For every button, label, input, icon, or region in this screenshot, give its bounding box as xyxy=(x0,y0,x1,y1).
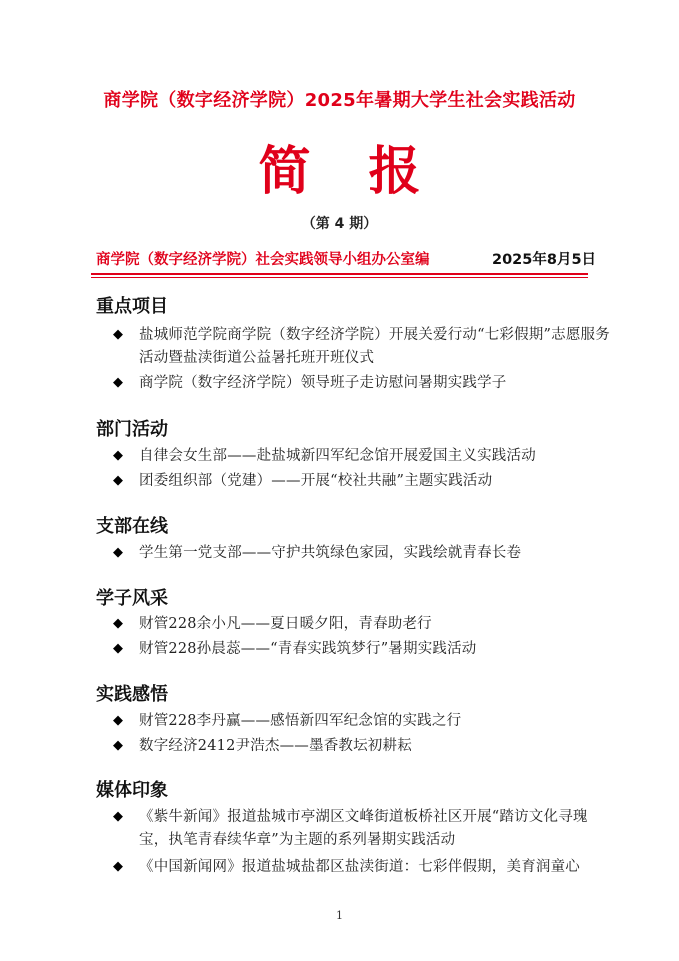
item-text: 学生第一党支部——守护共筑绿色家园，实践绘就青春长卷 xyxy=(139,545,522,561)
issue-number: （第 4 期） xyxy=(301,216,378,232)
item-text: 自律会女生部——赴盐城新四军纪念馆开展爱国主义实践活动 xyxy=(139,448,536,464)
editor-line: 商学院（数字经济学院）社会实践领导小组办公室编 xyxy=(96,252,430,268)
item-text: 财管228余小凡——夏日暖夕阳，青春助老行 xyxy=(139,616,432,632)
diamond-bullet-icon: ◆ xyxy=(113,713,123,728)
page-number: 1 xyxy=(336,909,343,922)
item-text: 商学院（数字经济学院）领导班子走访慰问暑期实践学子 xyxy=(139,375,507,391)
diamond-bullet-icon: ◆ xyxy=(113,473,123,488)
item-text: 财管228孙晨蕊——“青春实践筑梦行”暑期实践活动 xyxy=(139,641,477,657)
item-text: 数字经济2412尹浩杰——墨香教坛初耕耘 xyxy=(139,738,412,754)
section-heading: 媒体印象 xyxy=(96,780,168,801)
section-heading: 学子风采 xyxy=(96,588,168,609)
item-text: 《中国新闻网》报道盐城盐都区盐渎街道：七彩伴假期，美育润童心 xyxy=(139,859,580,875)
item-text: 财管228李丹赢——感悟新四军纪念馆的实践之行 xyxy=(139,713,462,729)
diamond-bullet-icon: ◆ xyxy=(113,545,123,560)
diamond-bullet-icon: ◆ xyxy=(113,738,123,753)
item-text: 盐城师范学院商学院（数字经济学院）开展关爱行动“七彩假期”志愿服务活动暨盐渎街道公益暑托班开班仪式 xyxy=(139,327,610,366)
diamond-bullet-icon: ◆ xyxy=(113,859,123,874)
diamond-bullet-icon: ◆ xyxy=(113,327,123,342)
publish-date: 2025年8月5日 xyxy=(492,252,597,268)
item-text: 《紫牛新闻》报道盐城市亭湖区文峰街道板桥社区开展“踏访文化寻瑰宝，执笔青春续华章”为主题的系列暑期实践活动 xyxy=(139,809,588,848)
diamond-bullet-icon: ◆ xyxy=(113,375,123,390)
diamond-bullet-icon: ◆ xyxy=(113,809,123,824)
diamond-bullet-icon: ◆ xyxy=(113,448,123,463)
header-rule-thick xyxy=(91,273,588,275)
header-rule-thin xyxy=(91,277,588,278)
section-heading: 重点项目 xyxy=(96,296,168,317)
section-heading: 部门活动 xyxy=(96,419,168,440)
section-heading: 实践感悟 xyxy=(96,684,168,705)
bulletin-name: 简报 xyxy=(258,142,479,202)
section-heading: 支部在线 xyxy=(96,516,168,537)
diamond-bullet-icon: ◆ xyxy=(113,616,123,631)
diamond-bullet-icon: ◆ xyxy=(113,641,123,656)
item-text: 团委组织部（党建）——开展“校社共融”主题实践活动 xyxy=(139,473,493,489)
document-title: 商学院（数字经济学院）2025年暑期大学生社会实践活动 xyxy=(103,90,576,111)
